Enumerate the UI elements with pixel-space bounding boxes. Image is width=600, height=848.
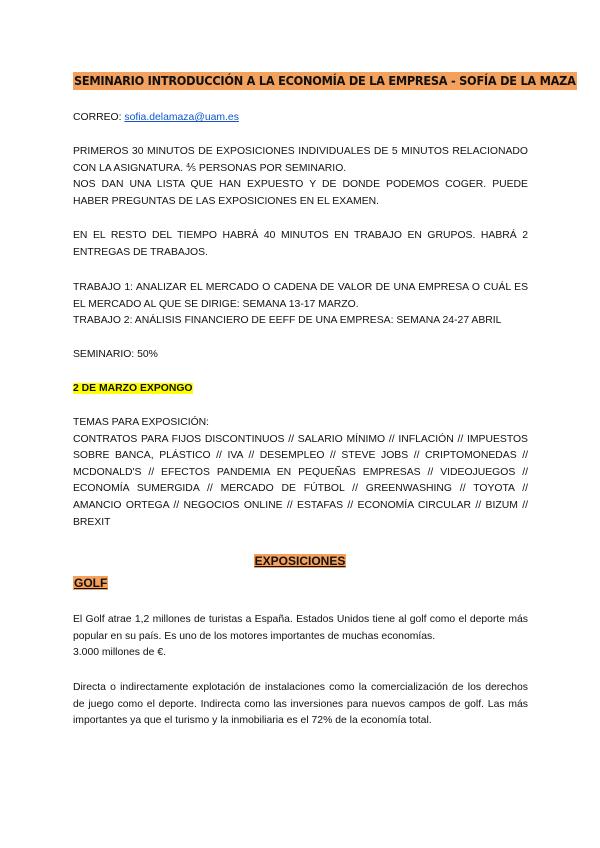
works-paragraph [73, 280, 528, 330]
section-heading-text: EXPOSICIONES [254, 554, 346, 568]
intro-line-2: NOS DAN UNA LISTA QUE HAN EXPUESTO Y DE DONDE PODEMOS COGER. PUEDE HABER PREGUNTAS DE LAS EXPOSICIONES EN EL EXAMEN. [73, 179, 528, 207]
topics-block [73, 415, 528, 531]
golf-p1-text: El Golf atrae 1,2 millones de turistas a España. Estados Unidos tiene al golf como el deporte más popular en su país. Es uno de los motores importantes de muchas economías. [73, 614, 528, 642]
groups-paragraph: EN EL RESTO DEL TIEMPO HABRÁ 40 MINUTOS EN TRABAJO EN GRUPOS. HABRÁ 2 ENTREGAS DE TRABAJOS. [73, 230, 528, 258]
email-link[interactable]: sofia.delamaza@uam.es [124, 112, 239, 123]
golf-heading [73, 575, 108, 592]
my-date-highlight: 2 DE MARZO EXPONGO [73, 383, 193, 394]
section-heading [0, 553, 600, 570]
contact-line [73, 110, 528, 127]
topics-list: CONTRATOS PARA FIJOS DISCONTINUOS // SALARIO MÍNIMO // INFLACIÓN // IMPUESTOS SOBRE BANCA, PLÁSTICO // IVA // DESEMPLEO // STEVE JOBS // CRIPTOMONEDAS // MCDONALD'S // EFECTOS PANDEMIA EN PEQUEÑAS EMPRESAS // VIDEOJUEGOS // ECONOMÍA SUMERGIDA // MERCADO DE FÚTBOL // GREENWASHING // TOYOTA // AMANCIO ORTEGA // NEGOCIOS ONLINE // ESTAFAS // ECONOMÍA CIRCULAR // BIZUM // BREXIT [73, 433, 528, 528]
my-date-line [73, 381, 528, 398]
topics-heading: TEMAS PARA EXPOSICIÓN: [73, 417, 210, 428]
seminar-weight: SEMINARIO: 50% [73, 349, 158, 360]
golf-heading-text: GOLF [74, 576, 108, 590]
work-2: TRABAJO 2: ANÁLISIS FINANCIERO DE EEFF DE UNA EMPRESA: SEMANA 24-27 ABRIL [73, 315, 502, 327]
work-1: TRABAJO 1: ANALIZAR EL MERCADO O CADENA DE VALOR DE UNA EMPRESA O CUÁL ES EL MERCADO AL QUE SE DIRIGE: SEMANA 13-17 MARZO. [73, 282, 528, 310]
intro-line-1: PRIMEROS 30 MINUTOS DE EXPOSICIONES INDIVIDUALES DE 5 MINUTOS RELACIONADO CON LA ASIGNATURA. ⅘ PERSONAS POR SEMINARIO. [73, 146, 528, 174]
golf-paragraph-2: Directa o indirectamente explotación de instalaciones como la comercialización de los derechos de juego como el deporte. Indirecta como las inversiones para nuevos campos de golf. Las más importantes ya que el turismo y la inmobiliaria es el 72% de la economía total. [73, 682, 528, 727]
document-title: SEMINARIO INTRODUCCIÓN A LA ECONOMÍA DE LA EMPRESA - SOFÍA DE LA MAZA [74, 73, 576, 88]
contact-label: CORREO: [73, 112, 125, 123]
golf-paragraph-1 [73, 612, 528, 662]
intro-paragraph [73, 144, 528, 210]
golf-p1-amount: 3.000 millones de €. [73, 647, 166, 659]
